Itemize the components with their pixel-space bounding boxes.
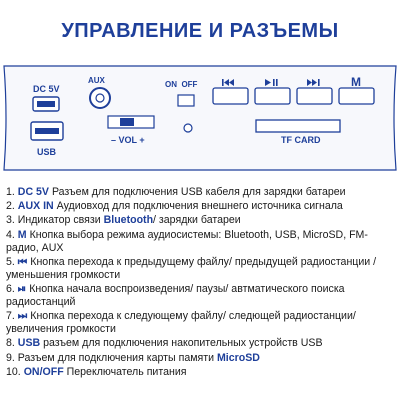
play-pause-button — [255, 88, 290, 104]
dc-port-inner — [37, 101, 55, 107]
tf-card-slot — [256, 120, 340, 132]
mode-label: M — [351, 75, 361, 89]
usb-label: USB — [37, 147, 57, 157]
list-item: 5. ⏮ Кнопка перехода к предыдущему файлу/ предыдущей радиостанции / уменьшения громкости — [6, 255, 377, 281]
vol-label: – VOL + — [111, 135, 145, 145]
control-panel-diagram — [0, 58, 400, 176]
page-title: УПРАВЛЕНИЕ И РАЗЪЕМЫ — [61, 20, 339, 42]
list-item: 9. Разъем для подключения карты памяти MicroSD — [6, 351, 260, 364]
list-item: 7. ⏭ Кнопка перехода к следующему файлу/ следющей радиостанции/ увеличения громкости — [6, 310, 356, 336]
connector-description-list — [6, 186, 398, 380]
dc-label: DC 5V — [33, 84, 60, 94]
list-item: 1. DC 5V Разъем для подключения USB кабеля для зарядки батареи — [6, 186, 346, 198]
list-item: 8. USB разъем для подключения накопительных устройств USB — [6, 337, 323, 350]
skip-back-icon: ⏮ — [17, 255, 28, 268]
prev-button — [213, 88, 248, 104]
vol-knob — [120, 118, 134, 126]
usb-port-inner — [35, 128, 59, 134]
tf-card-label: TF CARD — [281, 135, 321, 145]
list-item: 2. AUX IN Аудиовход для подключения внешнего источника сигнала — [6, 200, 343, 213]
skip-forward-icon: ⏭ — [17, 310, 28, 323]
next-button — [297, 88, 332, 104]
play-pause-icon: ⏯ — [17, 282, 27, 295]
bluetooth-indicator — [184, 124, 192, 132]
list-item: 10. ON/OFF Переключатель питания — [6, 365, 187, 378]
aux-jack-inner — [96, 94, 104, 102]
list-item: 3. Индикатор связи Bluetooth/ зарядки батареи — [6, 214, 241, 227]
list-item: 6. ⏯ Кнопка начала воспроизведения/ паузы/ автматического поиска радиостанций — [6, 282, 345, 308]
onoff-label: ON OFF — [165, 80, 198, 89]
onoff-switch — [178, 95, 194, 106]
list-item: 4. M Кнопка выбора режима аудиосистемы: Bluetooth, USB, MicroSD, FM-радио, AUX — [6, 228, 368, 254]
aux-label: AUX — [88, 76, 105, 85]
mode-button — [339, 88, 374, 104]
